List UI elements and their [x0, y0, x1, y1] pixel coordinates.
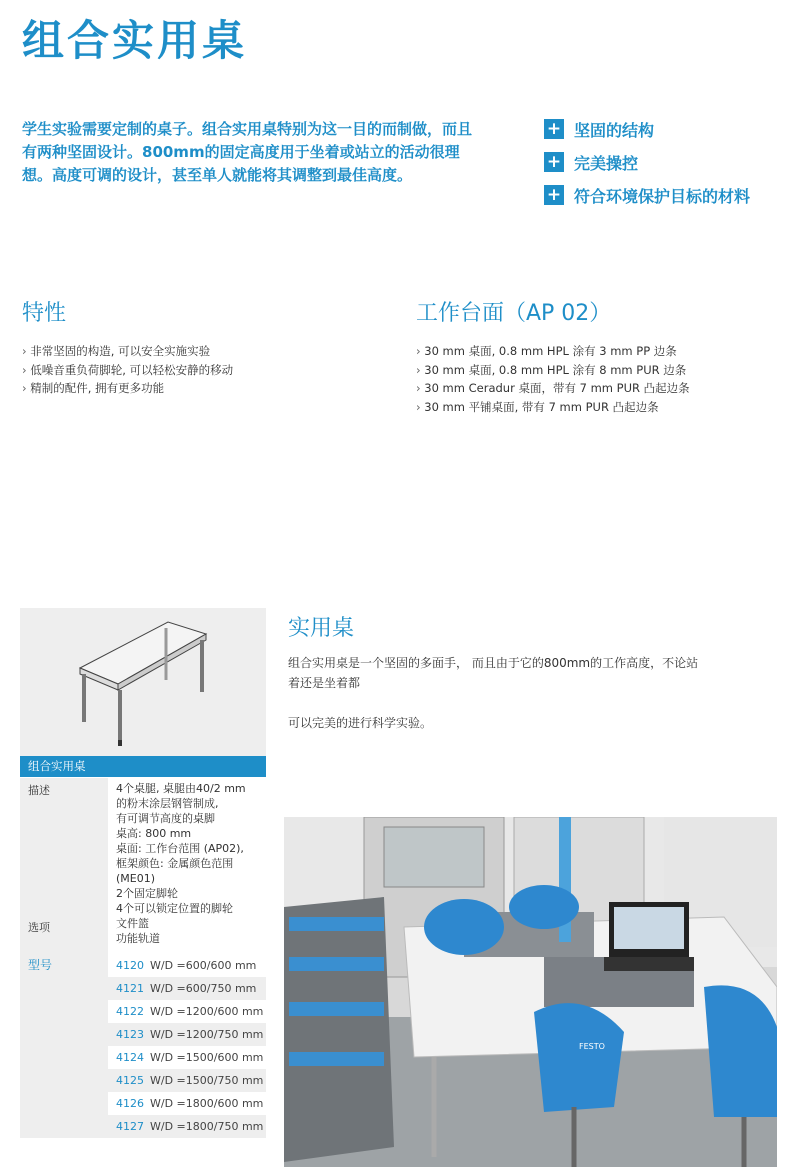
- options-label: 选项: [28, 921, 50, 934]
- desc-line: 2个固定脚轮: [116, 887, 178, 900]
- worktop-item: › 30 mm 平铺桌面, 带有 7 mm PUR 凸起边条: [416, 398, 690, 417]
- model-dims: W/D =1500/750 mm: [150, 1074, 264, 1087]
- benefit-label: 完美操控: [574, 153, 639, 173]
- benefit-item: [544, 116, 750, 142]
- benefit-item: [544, 149, 750, 175]
- worktop-list: [416, 342, 690, 416]
- model-dims: W/D =600/750 mm: [150, 982, 257, 995]
- benefit-label: 符合环境保护目标的材料: [574, 186, 751, 206]
- worktop-item: › 30 mm 桌面, 0.8 mm HPL 涂有 8 mm PUR 边条: [416, 361, 690, 380]
- desc-values: [108, 778, 266, 954]
- product-header: 组合实用桌: [20, 756, 266, 777]
- model-dims: W/D =1200/600 mm: [150, 1005, 264, 1018]
- desc-line: 桌高: 800 mm: [116, 827, 192, 840]
- chair-logo: FESTO: [579, 1042, 605, 1051]
- model-dims: W/D =1800/600 mm: [150, 1097, 264, 1110]
- desc-line: 4个可以锁定位置的脚轮: [116, 902, 233, 915]
- model-row: [20, 1023, 266, 1046]
- model-row: [20, 954, 266, 977]
- plus-icon: +: [544, 152, 564, 172]
- feature-item: › 精制的配件, 拥有更多功能: [22, 379, 233, 398]
- desc-line: 4个桌腿, 桌腿由40/2 mm: [116, 782, 246, 795]
- features-heading: 特性: [22, 301, 67, 326]
- desk-para: 可以完美的进行科学实验。: [288, 716, 433, 730]
- plus-icon: +: [544, 119, 564, 139]
- table-drawing: [20, 608, 266, 756]
- benefits-list: [544, 116, 750, 215]
- model-number: 4126: [116, 1097, 144, 1110]
- table-illustration: [20, 608, 266, 756]
- model-number: 4122: [116, 1005, 144, 1018]
- desc-line: 文件篮: [116, 917, 149, 930]
- desc-line: 的粉末涂层钢管制成,: [116, 797, 219, 810]
- model-dims: W/D =600/600 mm: [150, 959, 257, 972]
- model-dims: W/D =1500/600 mm: [150, 1051, 264, 1064]
- worktop-item: › 30 mm Ceradur 桌面，带有 7 mm PUR 凸起边条: [416, 379, 690, 398]
- model-row: [20, 1092, 266, 1115]
- model-row: [20, 1000, 266, 1023]
- feature-item: › 非常坚固的构造, 可以安全实施实验: [22, 342, 233, 361]
- model-number: 4124: [116, 1051, 144, 1064]
- model-number: 4120: [116, 959, 144, 972]
- plus-icon: +: [544, 185, 564, 205]
- model-dims: W/D =1200/750 mm: [150, 1028, 264, 1041]
- benefit-label: 坚固的结构: [574, 120, 655, 140]
- desk-para: 组合实用桌是一个坚固的多面手， 而且由于它的800mm的工作高度，不论站着还是坐着都: [288, 656, 699, 690]
- model-row: [20, 1046, 266, 1069]
- desc-line: (ME01): [116, 872, 156, 885]
- model-number: 4127: [116, 1120, 144, 1133]
- models-label: 型号: [20, 954, 108, 977]
- spec-table: [20, 778, 266, 1138]
- intro-text: 学生实验需要定制的桌子。组合实用桌特别为这一目的而制做，而且有两种坚固设计。800mm的固定高度用于坐着或站立的活动很理想。高度可调的设计，甚至单人就能将其调整到最佳高度。: [22, 120, 473, 184]
- desc-line: 有可调节高度的桌脚: [116, 812, 215, 825]
- model-dims: W/D =1800/750 mm: [150, 1120, 264, 1133]
- desc-label: 描述: [28, 784, 50, 797]
- model-number: 4121: [116, 982, 144, 995]
- feature-item: › 低噪音重负荷脚轮, 可以轻松安静的移动: [22, 361, 233, 380]
- model-row: [20, 1069, 266, 1092]
- model-number: 4125: [116, 1074, 144, 1087]
- desk-description: [288, 653, 708, 733]
- lab-photo: [284, 817, 777, 1167]
- features-list: [22, 342, 233, 398]
- page-title: 组合实用桌: [22, 16, 248, 65]
- worktop-heading: 工作台面（AP 02）: [416, 301, 612, 326]
- desc-line: 框架颜色: 金属颜色范围: [116, 857, 234, 870]
- worktop-item: › 30 mm 桌面, 0.8 mm HPL 涂有 3 mm PP 边条: [416, 342, 690, 361]
- model-row: [20, 977, 266, 1000]
- benefit-item: [544, 182, 750, 208]
- desc-block: [20, 778, 266, 954]
- model-list: [20, 954, 266, 1138]
- desc-line: 桌面: 工作台范围 (AP02),: [116, 842, 244, 855]
- model-number: 4123: [116, 1028, 144, 1041]
- lab-scene: [284, 817, 777, 1167]
- model-row: [20, 1115, 266, 1138]
- desk-heading: 实用桌: [288, 616, 355, 641]
- desc-line: 功能轨道: [116, 932, 160, 945]
